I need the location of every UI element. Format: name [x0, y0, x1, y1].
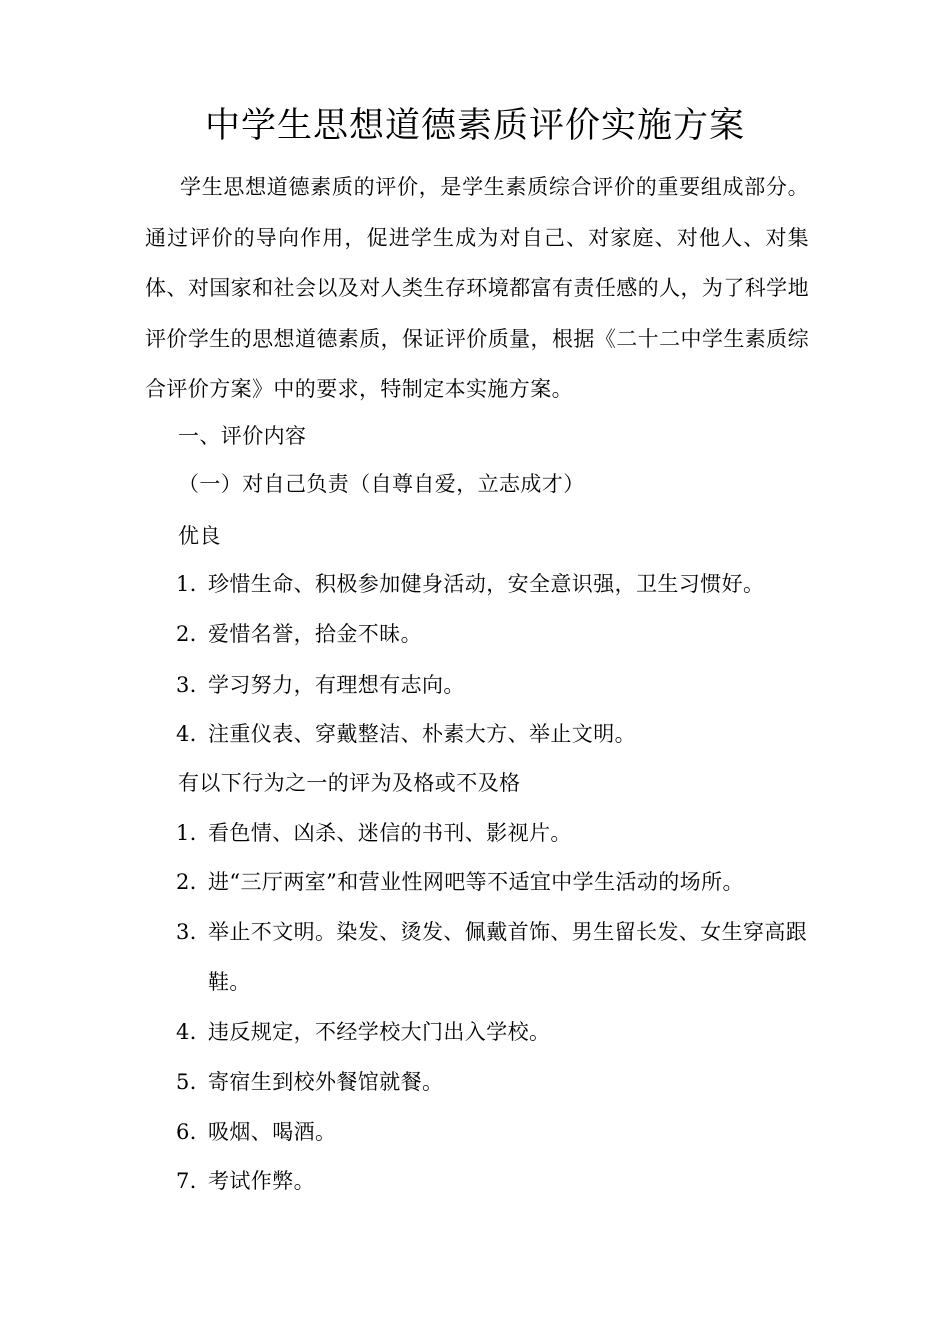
item-text: 考试作弊。: [208, 1169, 315, 1193]
item-text: 学习努力，有理想有志向。: [208, 673, 465, 697]
bad-item: [176, 867, 812, 897]
item-text: 寄宿生到校外餐馆就餐。: [208, 1070, 444, 1094]
item-number: 4．: [176, 1020, 212, 1044]
good-criteria-label: 优良: [178, 524, 221, 548]
good-item: [176, 569, 812, 599]
intro-paragraph: 学生思想道德素质的评价，是学生素质综合评价的重要组成部分。通过评价的导向作用，促进学生成为对自己、对家庭、对他人、对集体、对国家和社会以及对人类生存环境都富有责任感的人，为了科学地评价学生的思想道德素质，保证评价质量，根据《二十二中学生素质综合评价方案》中的要求，特制定本实施方案。: [145, 175, 809, 401]
item-number: 3．: [176, 673, 212, 697]
good-item: [176, 619, 812, 649]
subsection-heading: （一）对自己负责（自尊自爱，立志成才）: [178, 472, 585, 496]
good-item: [176, 670, 812, 700]
good-item: [176, 719, 812, 749]
bad-criteria-label: 有以下行为之一的评为及格或不及格: [178, 771, 521, 795]
item-text: 举止不文明。染发、烫发、佩戴首饰、男生留长发、女生穿高跟鞋。: [208, 920, 808, 994]
item-number: 6．: [176, 1120, 212, 1144]
item-number: 7．: [176, 1169, 212, 1193]
item-number: 2．: [176, 870, 212, 894]
bad-item: [176, 1067, 812, 1097]
section-heading: 一、评价内容: [178, 424, 307, 448]
item-number: 1．: [176, 572, 212, 596]
item-text: 珍惜生命、积极参加健身活动，安全意识强，卫生习惯好。: [208, 572, 765, 596]
item-text: 注重仪表、穿戴整洁、朴素大方、举止文明。: [208, 722, 636, 746]
item-text: 爱惜名誉，拾金不昧。: [208, 622, 422, 646]
item-text: 进“三厅两室”和营业性网吧等不适宜中学生活动的场所。: [208, 870, 744, 894]
item-text: 看色情、凶杀、迷信的书刊、影视片。: [208, 821, 572, 845]
item-number: 5．: [176, 1070, 212, 1094]
item-number: 1．: [176, 821, 212, 845]
document-title: 中学生思想道德素质评价实施方案: [204, 106, 745, 146]
item-number: 3．: [176, 920, 212, 944]
bad-item: [176, 818, 812, 848]
bad-item: [176, 1117, 812, 1147]
item-text: 吸烟、喝酒。: [208, 1120, 337, 1144]
item-number: 2．: [176, 622, 212, 646]
item-text: 违反规定，不经学校大门出入学校。: [208, 1020, 551, 1044]
item-number: 4．: [176, 722, 212, 746]
bad-item: [176, 1166, 812, 1196]
bad-item: [176, 1017, 812, 1047]
bad-item: [176, 917, 812, 1007]
